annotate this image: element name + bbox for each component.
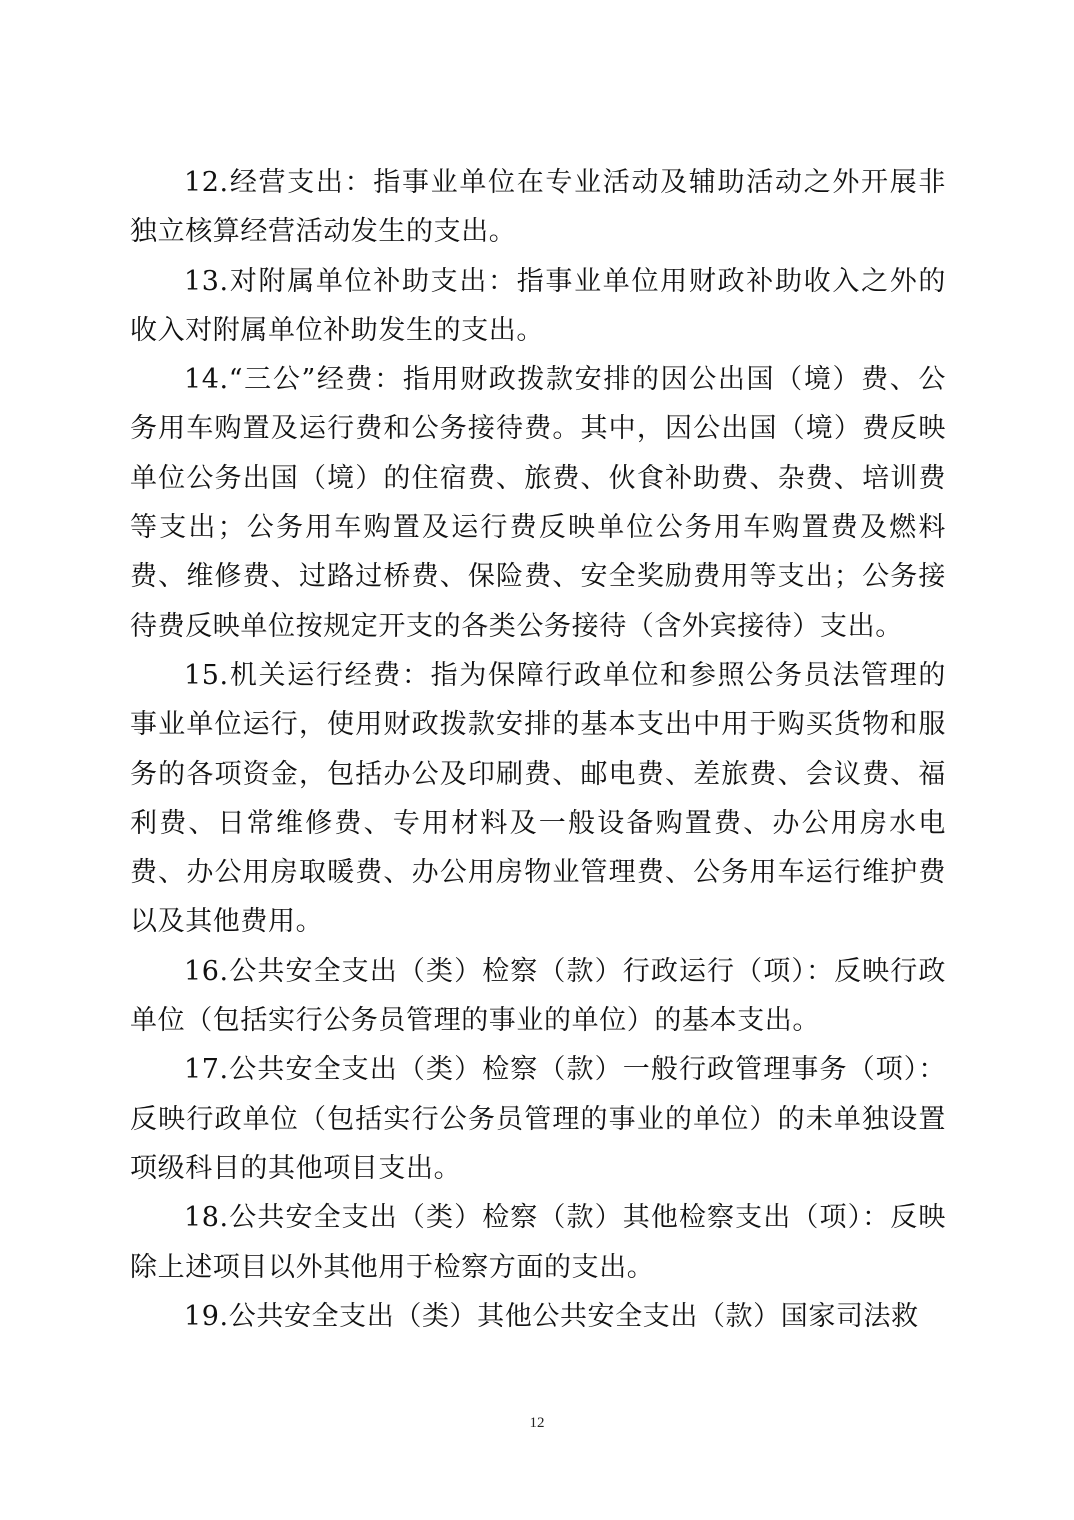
paragraph-12: 12.经营支出：指事业单位在专业活动及辅助活动之外开展非独立核算经营活动发生的支出。: [130, 167, 946, 248]
paragraph-17: 17.公共安全支出（类）检察（款）一般行政管理事务（项）：反映行政单位（包括实行公务员管理的事业的单位）的未单独设置项级科目的其他项目支出。: [130, 1054, 946, 1184]
page-number: 12: [529, 1415, 545, 1431]
paragraph-15: 15.机关运行经费：指为保障行政单位和参照公务员法管理的事业单位运行，使用财政拨款安排的基本支出中用于购买货物和服务的各项资金，包括办公及印刷费、邮电费、差旅费、会议费、福利费、日常维修费、专用材料及一般设备购置费、办公用房水电费、办公用房取暖费、办公用房物业管理费、公务用车运行维护费以及其他费用。: [130, 659, 946, 938]
paragraph-13: 13.对附属单位补助支出：指事业单位用财政补助收入之外的收入对附属单位补助发生的支出。: [130, 265, 946, 346]
body-text: [130, 158, 946, 1341]
paragraph-14: 14.“三公”经费：指用财政拨款安排的因公出国（境）费、公务用车购置及运行费和公务接待费。其中，因公出国（境）费反映单位公务出国（境）的住宿费、旅费、伙食补助费、杂费、培训费等支出；公务用车购置及运行费反映单位公务用车购置费及燃料费、维修费、过路过桥费、保险费、安全奖励费用等支出；公务接待费反映单位按规定开支的各类公务接待（含外宾接待）支出。: [130, 364, 946, 642]
paragraph-19: 19.公共安全支出（类）其他公共安全支出（款）国家司法救: [184, 1300, 919, 1332]
paragraph-18: 18.公共安全支出（类）检察（款）其他检察支出（项）：反映除上述项目以外其他用于检察方面的支出。: [130, 1202, 946, 1283]
paragraph-16: 16.公共安全支出（类）检察（款）行政运行（项）：反映行政单位（包括实行公务员管理的事业的单位）的基本支出。: [130, 955, 946, 1037]
